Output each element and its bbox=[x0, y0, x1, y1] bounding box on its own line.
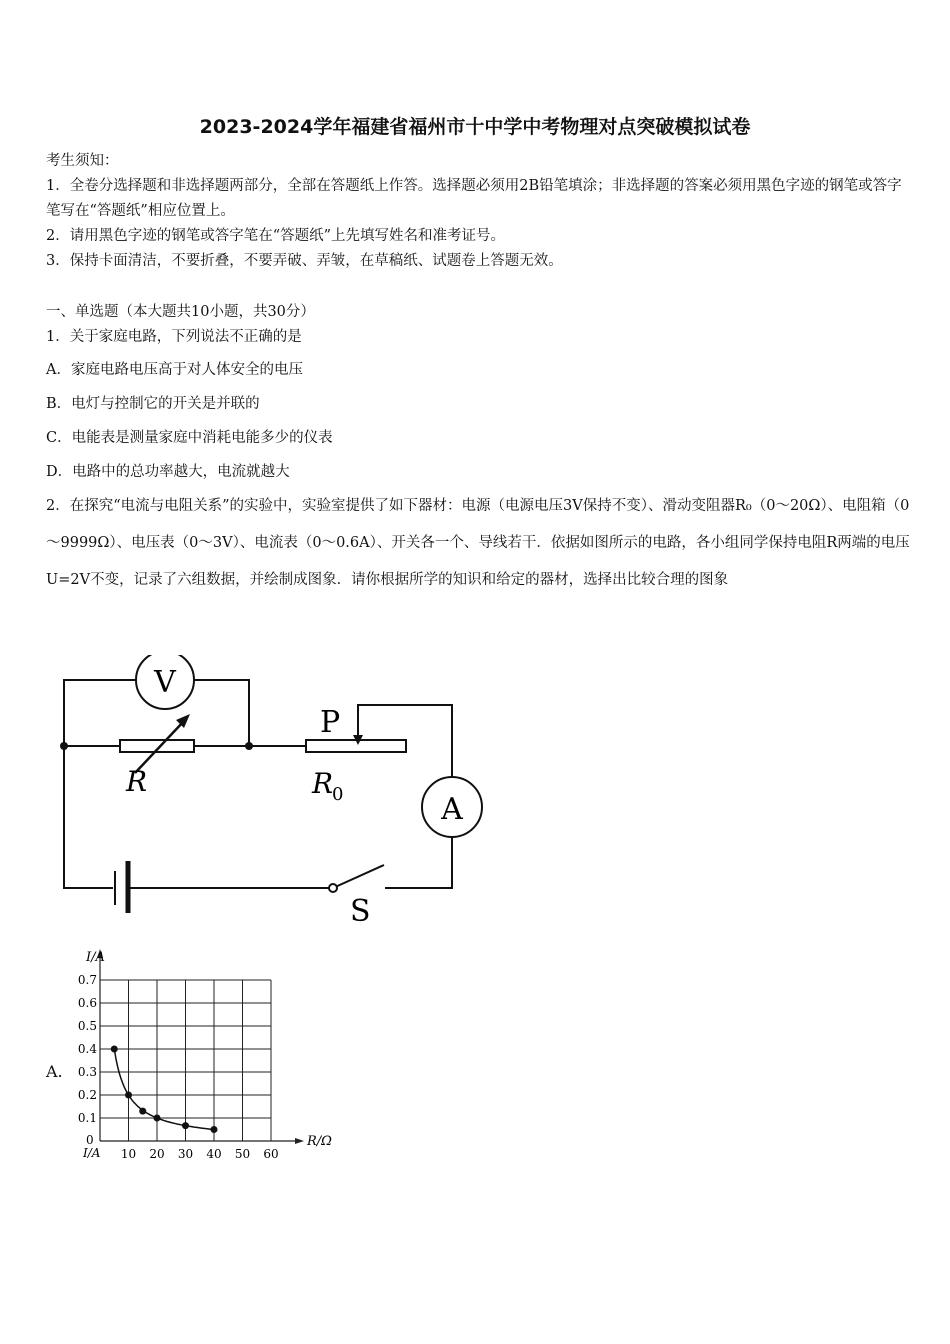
x-axis-arrow-icon bbox=[295, 1138, 304, 1144]
rheostat-subscript: 0 bbox=[332, 784, 344, 805]
data-point bbox=[139, 1108, 146, 1115]
data-point bbox=[125, 1092, 132, 1099]
y-tick-label: 0.7 bbox=[77, 973, 97, 987]
notice-heading: 考生须知： bbox=[46, 153, 119, 169]
resistor-label: R bbox=[126, 765, 148, 798]
y-tick-label: 0.1 bbox=[77, 1111, 97, 1125]
notice-item-1: 1．全卷分选择题和非选择题两部分，全部在答题纸上作答。选择题必须用2B铅笔填涂；非选择题的答案必须用黑色字迹的钢笔或答字笔写在“答题纸”相应位置上。 bbox=[46, 178, 902, 219]
x-tick-label: 10 bbox=[120, 1147, 137, 1161]
y-tick-label: 0.6 bbox=[77, 996, 97, 1010]
q2-stem: 2．在探究“电流与电阻关系”的实验中，实验室提供了如下器材：电源（电源电压3V保持不变）、滑动变阻器R₀（0～20Ω）、电阻箱（0～9999Ω）、电压表（0～3V）、电流表（0～0.6A）、开关各一个、导线若干．依据如图所示的电路，各小组同学保持电阻R两端的电压U=2V不变，记录了六组数据，并绘制成图象．请你根据所学的知识和给定的器材，选择出比较合理的图象 bbox=[46, 498, 910, 588]
q1-stem: 1．关于家庭电路，下列说法不正确的是 bbox=[46, 329, 302, 345]
circuit-diagram bbox=[50, 655, 500, 935]
y-tick-label: 0.3 bbox=[77, 1065, 97, 1079]
data-point bbox=[111, 1046, 118, 1053]
data-point bbox=[182, 1122, 189, 1129]
option-a-label: A. bbox=[46, 1062, 63, 1081]
x-tick-label: 60 bbox=[263, 1147, 279, 1161]
y-tick-label: 0.5 bbox=[77, 1019, 97, 1033]
notice-item-2: 2．请用黑色字迹的钢笔或答字笔在“答题纸”上先填写姓名和准考证号。 bbox=[46, 228, 506, 244]
x-axis-label: R/Ω bbox=[307, 1134, 332, 1149]
x-tick-label: 20 bbox=[149, 1147, 165, 1161]
q1-option-a: A．家庭电路电压高于对人体安全的电压 bbox=[46, 362, 303, 378]
data-point bbox=[211, 1126, 218, 1133]
rheostat-label: R bbox=[312, 767, 334, 800]
data-point bbox=[154, 1115, 161, 1122]
origin-label: 0 bbox=[86, 1133, 94, 1147]
q1-option-d: D．电路中的总功率越大，电流就越大 bbox=[46, 464, 290, 480]
page-title: 2023-2024学年福建省福州市十中学中考物理对点突破模拟试卷 bbox=[199, 116, 751, 138]
rheostat-icon bbox=[306, 740, 406, 752]
series-line bbox=[114, 1049, 214, 1130]
ammeter-label: A bbox=[441, 792, 463, 827]
q1-option-c: C．电能表是测量家庭中消耗电能多少的仪表 bbox=[46, 430, 333, 446]
y-tick-label: 0.4 bbox=[77, 1042, 97, 1056]
x-tick-label: 40 bbox=[206, 1147, 222, 1161]
notice-item-3: 3．保持卡面清洁，不要折叠，不要弄破、弄皱，在草稿纸、试题卷上答题无效。 bbox=[46, 253, 563, 269]
x-tick-label: 50 bbox=[234, 1147, 251, 1161]
y-tick-label: 0.2 bbox=[77, 1088, 97, 1102]
voltmeter-label: V bbox=[154, 665, 176, 700]
q1-option-b: B．电灯与控制它的开关是并联的 bbox=[46, 396, 260, 412]
x-tick-label: 30 bbox=[177, 1147, 194, 1161]
y-axis-label: I/A bbox=[86, 950, 105, 965]
option-a-chart bbox=[70, 945, 340, 1170]
switch-label: S bbox=[350, 894, 371, 929]
origin-unit-label: I/A bbox=[83, 1146, 101, 1160]
slider-label: P bbox=[320, 705, 341, 740]
switch-icon bbox=[329, 884, 337, 892]
notice-block bbox=[46, 149, 906, 274]
section-heading: 一、单选题（本大题共10小题，共30分） bbox=[46, 304, 315, 320]
